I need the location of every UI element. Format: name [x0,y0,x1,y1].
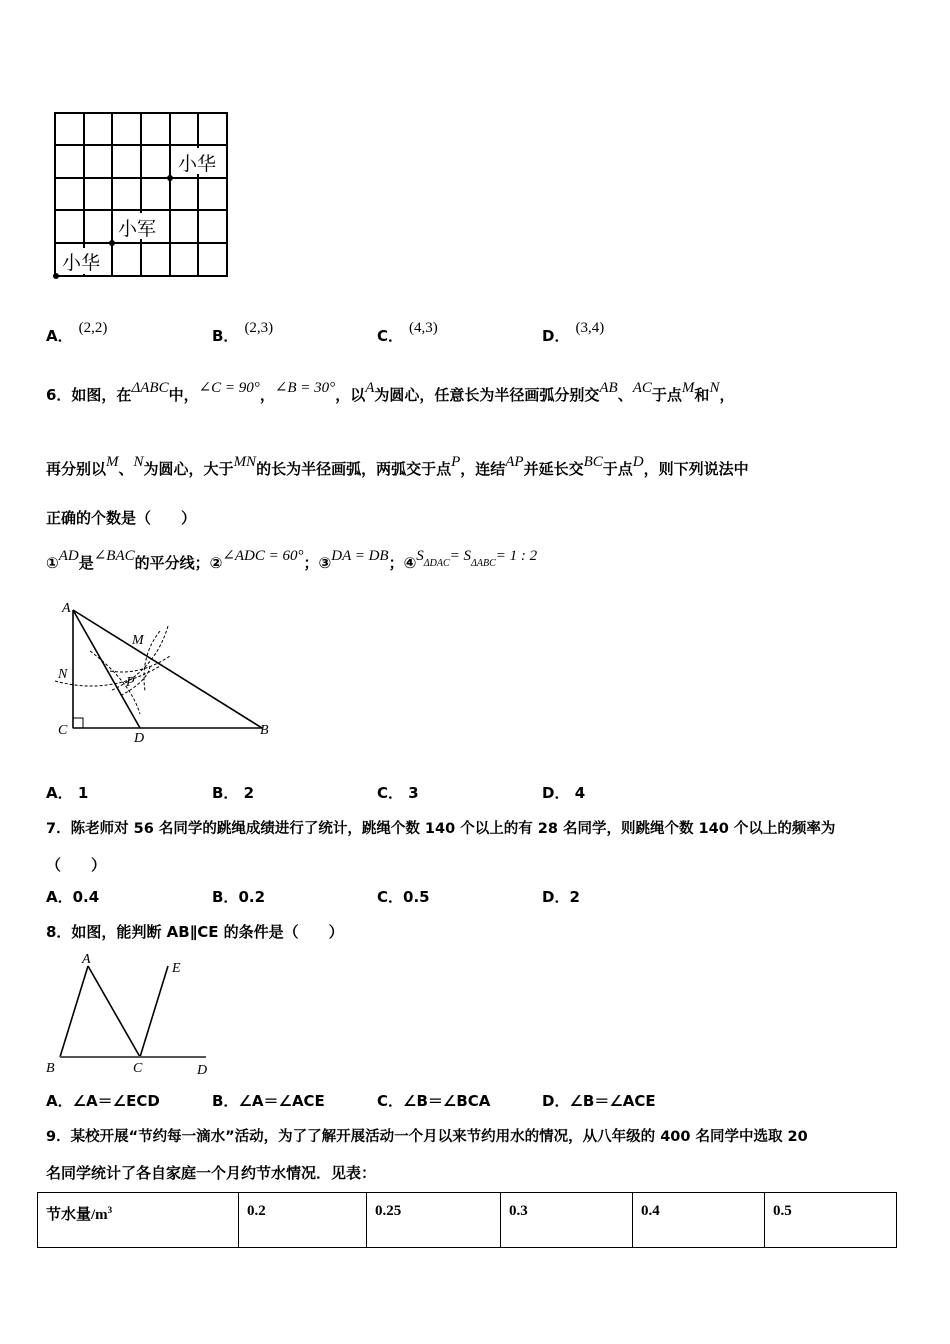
grid-figure [50,108,235,283]
q6-triangle-figure [50,596,280,746]
table-cell: 0.25 [367,1193,501,1248]
q8-figure [42,950,217,1080]
segment-ba [60,966,88,1057]
q6-line-4: ①AD是∠BAC的平分线；②∠ADC = 60°；③DA = DB；④SΔDAC= SΔABC= 1 : 2 [46,548,538,572]
q8-option-b: B．∠A＝∠ACE [212,1092,325,1110]
q8-option-d: D．∠B＝∠ACE [542,1092,656,1110]
table-cell: 0.5 [765,1193,897,1248]
point-xiaohua-top [167,175,173,181]
label-c: C [58,723,68,738]
q6-option-c: C． 3 [377,784,419,802]
water-saving-table [37,1192,897,1248]
point-xiaojun [109,240,115,246]
label-d: D [134,731,145,746]
q5-option-b: B． (2,3) [212,320,274,345]
table-header-cell: 节水量$/m^3$ [38,1193,239,1248]
q7-line-1: 7．陈老师对 56 名同学的跳绳成绩进行了统计，跳绳个数 140 个以上的有 28 名同学，则跳绳个数 140 个以上的频率为 [46,821,836,837]
q8-line-1: 8．如图，能判断 AB∥CE 的条件是（ ） [46,923,344,941]
q8-option-c: C．∠B＝∠BCA [377,1092,491,1110]
q9-line-2: 名同学统计了各自家庭一个月约节水情况．见表： [46,1164,377,1182]
label-m: M [132,633,144,648]
q6-line-2: 再分别以M、N为圆心，大于MN的长为半径画弧，两弧交于点P，连结AP并延长交BC于点D，则下列说法中 [46,454,749,478]
line-ad [73,610,140,728]
q6-option-b: B． 2 [212,784,255,802]
grid-label-2: 小军 [118,218,157,240]
q6-line-3: 正确的个数是（ ） [46,509,197,527]
q7-option-a: A．0.4 [46,888,100,906]
label-p: P [126,675,135,690]
q5-option-c: C． (4,3) [377,320,438,345]
table-row [38,1193,897,1248]
table-cell: 0.2 [239,1193,367,1248]
table-cell: 0.3 [501,1193,633,1248]
label-n: N [58,667,68,682]
arc-from-m [144,631,160,691]
table-cell: 0.4 [633,1193,765,1248]
segment-ac [88,966,140,1057]
q7-option-c: C．0.5 [377,888,430,906]
label-a: A [62,601,71,616]
q9-line-1: 9．某校开展“节约每一滴水”活动，为了了解开展活动一个月以来节约用水的情况，从八年级的 400 名同学中选取 20 [46,1129,808,1145]
q7-line-2: （ ） [46,856,107,874]
label-b: B [46,1061,55,1076]
label-d: D [197,1063,208,1078]
segment-ce [140,966,168,1057]
point-xiaohua-bottom [53,273,59,279]
q6-option-a: A． 1 [46,784,89,802]
q8-option-a: A．∠A＝∠ECD [46,1092,160,1110]
grid-label-3: 小华 [62,252,101,274]
q5-option-d: D． (3,4) [542,320,605,345]
q7-option-b: B．0.2 [212,888,266,906]
q6-line-1: 6．如图，在ΔABC中，∠C = 90°，∠B = 30°，以A为圆心，任意长为半径画弧分别交AB、AC于点M和N， [46,380,735,404]
label-b: B [260,723,269,738]
q5-option-a: A． (2,2) [46,320,108,345]
label-c: C [133,1061,143,1076]
grid-label-1: 小华 [178,153,217,175]
label-e: E [172,961,181,976]
label-a: A [82,952,91,967]
q6-option-d: D． 4 [542,784,586,802]
q7-option-d: D．2 [542,888,580,906]
